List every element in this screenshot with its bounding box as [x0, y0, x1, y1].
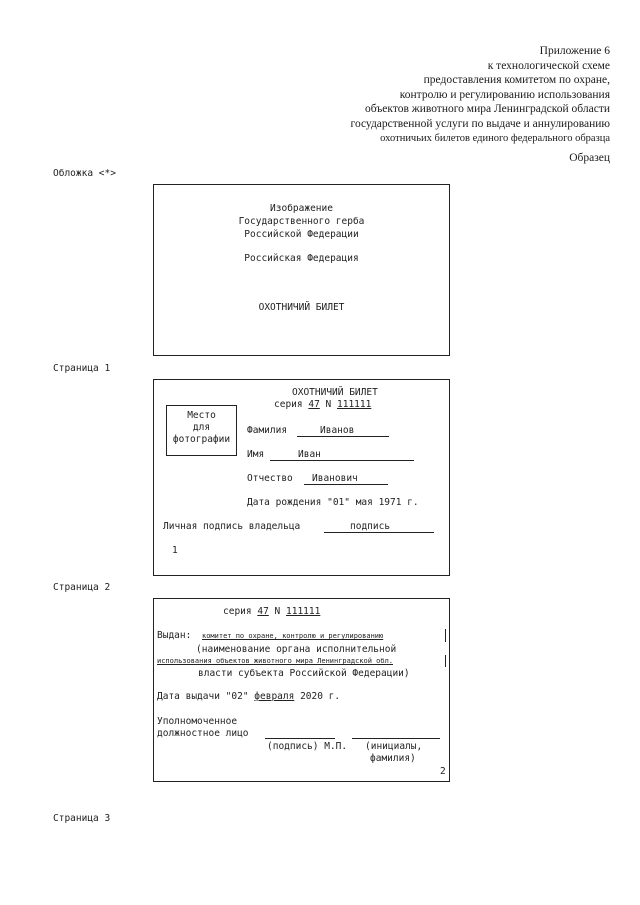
patronymic-underline	[304, 484, 388, 485]
initials-line	[352, 738, 440, 739]
cover-country: Российская Федерация	[244, 253, 359, 264]
header-line-5: объектов животного мира Ленинградской области	[365, 103, 610, 116]
issuer-line-2: использования объектов животного мира Ленинградской обл.	[157, 657, 394, 665]
document-header	[351, 44, 610, 146]
signature-line	[265, 738, 335, 739]
cover-emblem-line-3: Российской Федерации	[244, 229, 359, 240]
page1-number-footer: 1	[172, 545, 178, 556]
issuer-bar-1	[445, 629, 446, 642]
page1-number-sign: N	[325, 399, 332, 410]
sign-hint: (подпись) М.П.	[267, 741, 348, 752]
page2-box	[153, 598, 450, 782]
surname-underline	[297, 436, 389, 437]
page2-series: 47	[257, 606, 269, 617]
page2-number: 111111	[286, 606, 321, 617]
official-line-1: Уполномоченное	[157, 716, 238, 727]
page2-number-sign: N	[274, 606, 281, 617]
patronymic-value: Иванович	[312, 473, 358, 484]
birth-row	[247, 497, 419, 508]
issuer-hint-line-2: власти субъекта Российской Федерации)	[198, 668, 410, 679]
page1-title: ОХОТНИЧИЙ БИЛЕТ	[292, 387, 378, 398]
page1-series-row	[274, 399, 371, 410]
page2-series-prefix: серия	[223, 606, 252, 617]
signature-underline	[324, 532, 434, 533]
issuer-bar-2	[445, 655, 446, 667]
name-underline	[270, 460, 414, 461]
birth-label: Дата рождения	[247, 497, 322, 508]
issue-date-year: 2020 г.	[300, 691, 341, 702]
issue-date-day: "02"	[225, 691, 249, 702]
page1-series-prefix: серия	[274, 399, 303, 410]
issued-label: Выдан:	[157, 630, 192, 641]
page1-label: Страница 1	[53, 363, 111, 374]
photo-line-2: для	[192, 422, 211, 433]
patronymic-label: Отчество	[247, 473, 293, 484]
signature-label: Личная подпись владельца	[163, 521, 301, 532]
photo-placeholder	[166, 405, 237, 456]
sample-label: Образец	[569, 152, 610, 164]
page2-label: Страница 2	[53, 582, 111, 593]
page2-series-row	[223, 606, 320, 617]
cover-title: ОХОТНИЧИЙ БИЛЕТ	[258, 302, 345, 313]
photo-line-1: Место	[187, 410, 216, 421]
page1-box	[153, 379, 450, 576]
page1-series: 47	[308, 399, 320, 410]
issue-date-label: Дата выдачи	[157, 691, 220, 702]
cover-label: Обложка <*>	[53, 168, 116, 179]
cover-box	[153, 184, 450, 356]
page3-label: Страница 3	[53, 813, 111, 824]
signature-value: подпись	[350, 521, 391, 532]
surname-label: Фамилия	[247, 425, 288, 436]
initials-hint-2: фамилия)	[370, 753, 416, 764]
header-line-4: контролю и регулированию использования	[399, 88, 610, 101]
birth-value: "01" мая 1971 г.	[327, 497, 419, 508]
issuer-line-1: комитет по охране, контролю и регулированию	[202, 632, 384, 640]
issue-date-month: февраля	[254, 691, 295, 702]
surname-value: Иванов	[320, 425, 355, 436]
header-line-1: Приложение 6	[539, 45, 610, 57]
issue-date-row	[157, 691, 340, 702]
cover-emblem-line-1: Изображение	[270, 203, 333, 214]
page1-number: 111111	[337, 399, 372, 410]
name-value: Иван	[298, 449, 321, 460]
issuer-hint-line-1: (наименование органа исполнительной	[196, 644, 397, 655]
header-line-6: государственной услуги по выдаче и аннулированию	[350, 117, 610, 130]
cover-emblem-line-2: Государственного герба	[238, 216, 365, 227]
header-line-2: к технологической схеме	[487, 59, 610, 72]
header-line-3: предоставления комитетом по охране,	[423, 74, 610, 87]
initials-hint-1: (инициалы,	[365, 741, 423, 752]
name-label: Имя	[247, 449, 265, 460]
page2-number-footer: 2	[440, 766, 446, 777]
photo-line-3: фотографии	[172, 434, 231, 445]
header-line-7: охотничьих билетов единого федерального образца	[380, 132, 610, 144]
official-line-2: должностное лицо	[157, 728, 249, 739]
